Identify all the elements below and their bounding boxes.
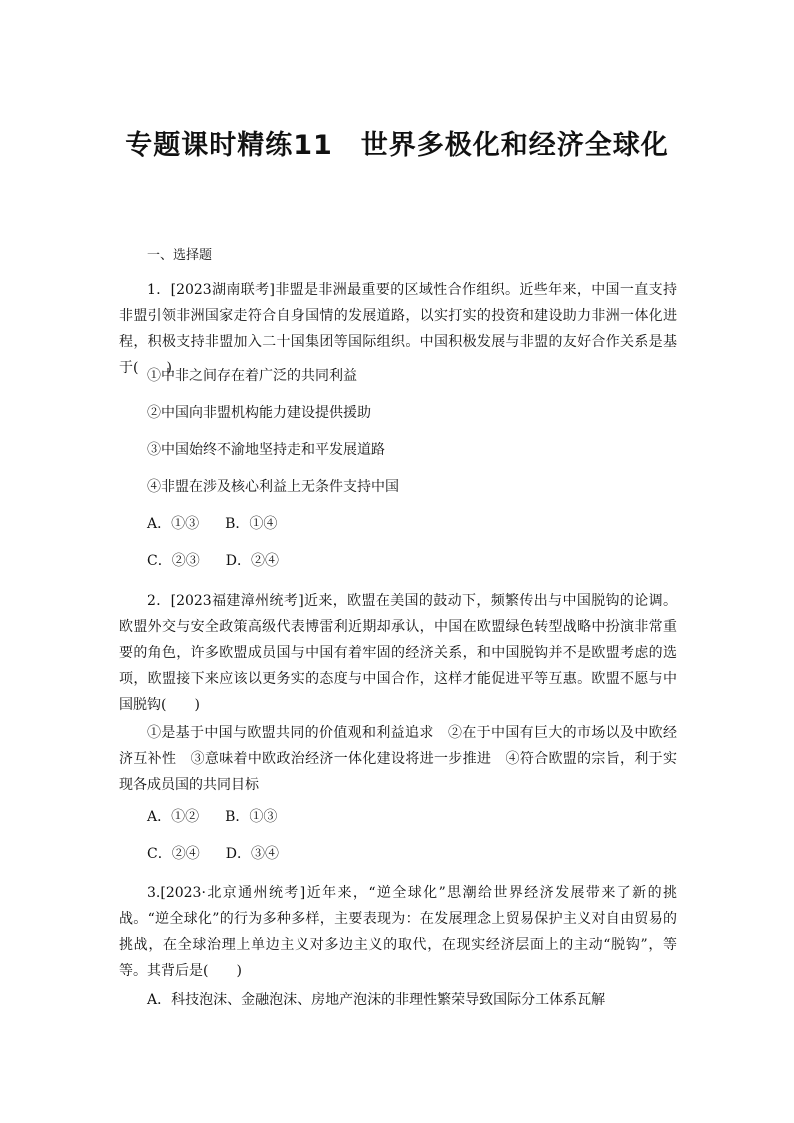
question-1-choice-a[interactable]: A．①③: [147, 516, 200, 532]
question-1-choice-c[interactable]: C．②③: [147, 553, 200, 569]
question-1-choice-d[interactable]: D．②④: [225, 553, 279, 569]
section-heading: 一、选择题: [147, 248, 213, 263]
question-2-choice-b[interactable]: B．①③: [225, 809, 278, 825]
question-2-items: ①是基于中国与欧盟共同的价值观和利益追求 ②在于中国有巨大的市场以及中欧经济互补性 ③意味着中欧政治经济一体化建设将进一步推进 ④符合欧盟的宗旨，利于实现各成员国的共同目标: [119, 725, 677, 793]
page-title: 专题课时精练11 世界多极化和经济全球化: [125, 130, 669, 161]
question-1-choice-b[interactable]: B．①④: [225, 516, 278, 532]
question-2-choices-row-2: [147, 844, 305, 864]
question-1-item-2: ②中国向非盟机构能力建设提供援助: [147, 405, 371, 421]
question-1-stem: 1．[2023湖南联考]非盟是非洲最重要的区域性合作组织。近些年来，中国一直支持非盟引领非洲国家走符合自身国情的发展道路，以实打实的投资和建设助力非洲一体化进程，积极支持非盟加入二十国集团等国际组织。中国积极发展与非盟的友好合作关系是基于( ): [119, 282, 677, 376]
question-2-choice-a[interactable]: A．①②: [147, 809, 200, 825]
question-2-choices-row-1: [147, 807, 303, 827]
question-3-choice-a[interactable]: A．科技泡沫、金融泡沫、房地产泡沫的非理性繁荣导致国际分工体系瓦解: [147, 992, 606, 1008]
question-2-choice-c[interactable]: C．②④: [147, 846, 200, 862]
question-2-stem: 2．[2023福建漳州统考]近来，欧盟在美国的鼓动下，频繁传出与中国脱钩的论调。欧盟外交与安全政策高级代表博雷利近期却承认，中国在欧盟绿色转型战略中扮演非常重要的角色，许多欧盟成员国与中国有着牢固的经济关系，和中国脱钩并不是欧盟考虑的选项，欧盟接下来应该以更务实的态度与中国合作，这样才能促进平等互惠。欧盟不愿与中国脱钩( ): [119, 593, 677, 713]
question-1-choices-row-2: [147, 551, 305, 571]
question-1-item-1: ①中非之间存在着广泛的共同利益: [147, 368, 357, 384]
question-1-choices-row-1: [147, 514, 303, 534]
question-3-stem: 3.[2023·北京通州统考]近年来，“逆全球化”思潮给世界经济发展带来了新的挑战。“逆全球化”的行为多种多样，主要表现为：在发展理念上贸易保护主义对自由贸易的挑战，在全球治理上单边主义对多边主义的取代，在现实经济层面上的主动“脱钩”，等等。其背后是( ): [119, 885, 677, 979]
question-1-item-3: ③中国始终不渝地坚持走和平发展道路: [147, 442, 385, 458]
question-2-choice-d[interactable]: D．③④: [225, 846, 279, 862]
question-1-item-4: ④非盟在涉及核心利益上无条件支持中国: [147, 479, 399, 495]
